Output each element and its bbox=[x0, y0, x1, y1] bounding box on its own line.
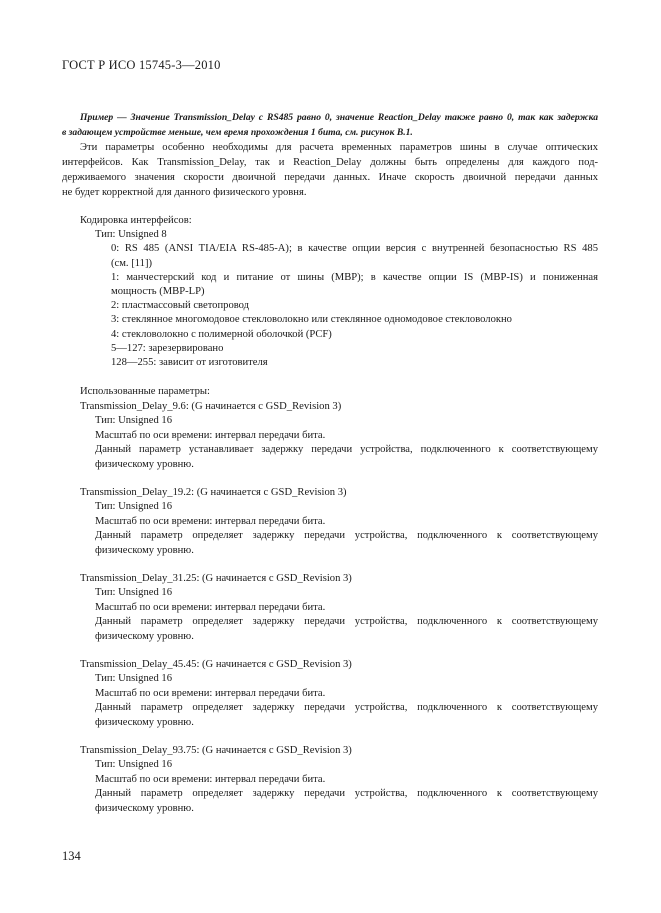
param-name: Transmission_Delay_31.25: (G начинается с GSD_Revision 3) bbox=[80, 573, 352, 584]
param-desc-line-2: физическому уровню. bbox=[95, 631, 194, 642]
param-desc-line-1: Данный параметр определяет задержку передачи устройства, подключенного к соответствующему bbox=[95, 788, 598, 799]
param-name: Transmission_Delay_45.45: (G начинается с GSD_Revision 3) bbox=[80, 659, 352, 670]
param-name: Transmission_Delay_19.2: (G начинается с GSD_Revision 3) bbox=[80, 487, 347, 498]
coding-item-1-cont: мощность (MBP-LP) bbox=[111, 286, 205, 297]
param-desc-line-2: физическому уровню. bbox=[95, 803, 194, 814]
param-desc-line-2: физическому уровню. bbox=[95, 717, 194, 728]
param-name: Transmission_Delay_93.75: (G начинается с GSD_Revision 3) bbox=[80, 745, 352, 756]
param-desc-line-1: Данный параметр определяет задержку передачи устройства, подключенного к соответствующему bbox=[95, 702, 598, 713]
note-line-2: в задающем устройстве меньше, чем время прохождения 1 бита, см. рисунок B.1. bbox=[62, 127, 413, 138]
param-desc-line-2: физическому уровню. bbox=[95, 459, 194, 470]
param-type: Тип: Unsigned 16 bbox=[95, 587, 172, 598]
coding-item-0-cont: (см. [11]) bbox=[111, 258, 153, 269]
param-scale: Масштаб по оси времени: интервал передачи бита. bbox=[95, 688, 326, 699]
param-type: Тип: Unsigned 16 bbox=[95, 501, 172, 512]
param-name: Transmission_Delay_9.6: (G начинается с GSD_Revision 3) bbox=[80, 401, 342, 412]
intro-line-1: Эти параметры особенно необходимы для расчета временных параметров шины в случае оптических bbox=[80, 142, 598, 153]
coding-item-5: 5—127: зарезервировано bbox=[111, 343, 224, 354]
coding-item-6: 128—255: зависит от изготовителя bbox=[111, 357, 268, 368]
coding-type: Тип: Unsigned 8 bbox=[95, 229, 167, 240]
param-desc-line-1: Данный параметр устанавливает задержку передачи устройства, подключенного к соответствующему bbox=[95, 444, 598, 455]
param-scale: Масштаб по оси времени: интервал передачи бита. bbox=[95, 516, 326, 527]
coding-item-4: 4: стекловолокно с полимерной оболочкой (PCF) bbox=[111, 329, 332, 340]
intro-line-3: держиваемого значения скорости двоичной передачи данных. Иначе скорость двоичной передачи данных bbox=[62, 172, 598, 183]
param-scale: Масштаб по оси времени: интервал передачи бита. bbox=[95, 602, 326, 613]
params-title: Использованные параметры: bbox=[80, 386, 210, 397]
document-header: ГОСТ Р ИСО 15745-3—2010 bbox=[62, 58, 221, 72]
page-number: 134 bbox=[62, 849, 81, 863]
param-type: Тип: Unsigned 16 bbox=[95, 759, 172, 770]
param-desc-line-2: физическому уровню. bbox=[95, 545, 194, 556]
coding-item-2: 2: пластмассовый светопровод bbox=[111, 300, 250, 311]
coding-title: Кодировка интерфейсов: bbox=[80, 215, 192, 226]
intro-line-4: не будет корректной для данного физического уровня. bbox=[62, 187, 307, 198]
intro-line-2: интерфейсов. Как Transmission_Delay, так и Reaction_Delay должны быть определены для каждого под- bbox=[62, 157, 598, 168]
param-scale: Масштаб по оси времени: интервал передачи бита. bbox=[95, 430, 326, 441]
coding-item-0: 0: RS 485 (ANSI TIA/EIA RS-485-A); в качестве опции версия с внутренней безопасностью RS 485 bbox=[111, 243, 598, 254]
param-desc-line-1: Данный параметр определяет задержку передачи устройства, подключенного к соответствующему bbox=[95, 616, 598, 627]
note-line-1: Пример — Значение Transmission_Delay с RS485 равно 0, значение Reaction_Delay также равно 0, так как задержка bbox=[80, 112, 598, 123]
param-desc-line-1: Данный параметр определяет задержку передачи устройства, подключенного к соответствующему bbox=[95, 530, 598, 541]
param-scale: Масштаб по оси времени: интервал передачи бита. bbox=[95, 774, 326, 785]
param-type: Тип: Unsigned 16 bbox=[95, 673, 172, 684]
param-type: Тип: Unsigned 16 bbox=[95, 415, 172, 426]
coding-item-3: 3: стеклянное многомодовое стекловолокно или стеклянное одномодовое стекловолокно bbox=[111, 314, 512, 325]
coding-item-1: 1: манчестерский код и питание от шины (MBP); в качестве опции IS (MBP-IS) и пониженная bbox=[111, 272, 598, 283]
